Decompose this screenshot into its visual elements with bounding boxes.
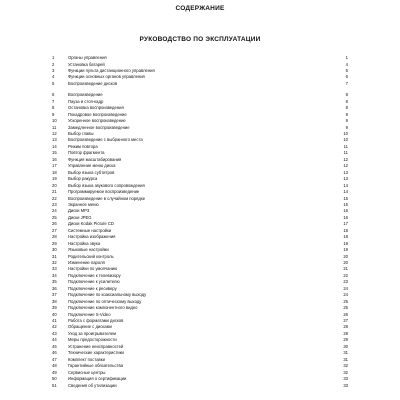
toc-item bbox=[0, 208, 400, 214]
toc-item-text: Повтор фрагмента bbox=[68, 150, 105, 156]
toc-item-number: 23 bbox=[52, 201, 57, 207]
toc-item bbox=[0, 105, 400, 111]
toc-item-page: 13 bbox=[343, 169, 348, 175]
toc-item-number: 41 bbox=[52, 318, 57, 323]
toc-item bbox=[0, 305, 400, 311]
toc-item-page: 32 bbox=[343, 363, 348, 369]
toc-item-text: Настройки по умолчанию bbox=[68, 266, 118, 272]
toc-item-text: Воспроизведение дисков bbox=[68, 80, 118, 86]
toc-item-number: 35 bbox=[52, 279, 57, 285]
toc-item-text: Устранение неисправностей bbox=[68, 343, 124, 349]
toc-item bbox=[0, 74, 400, 80]
toc-item-text: Управление меню диска bbox=[68, 163, 116, 169]
toc-item-text: Органы управления bbox=[68, 55, 107, 60]
toc-item-text: Языковые настройки bbox=[68, 247, 109, 253]
toc-item-number: 17 bbox=[52, 163, 57, 169]
toc-item bbox=[0, 215, 400, 221]
toc-item-text: Программируемое воспроизведение bbox=[68, 189, 140, 194]
toc-item-text: Установка батарей bbox=[68, 61, 105, 67]
toc-item bbox=[0, 125, 400, 131]
toc-item-number: 16 bbox=[52, 156, 57, 162]
toc-item bbox=[0, 370, 400, 376]
toc-item-text: Диски Kodak Picture CD bbox=[68, 221, 114, 227]
toc-item-page: 18 bbox=[343, 234, 348, 240]
toc-item bbox=[0, 163, 400, 169]
toc-item bbox=[0, 299, 400, 305]
toc-item-page: 12 bbox=[343, 156, 348, 162]
toc-item-page: 11 bbox=[343, 150, 348, 156]
toc-item-text: Работа с форматами дисков bbox=[68, 318, 124, 323]
toc-item-text: Подключение к телевизору bbox=[68, 272, 121, 278]
toc-item-text: Подключение S-Video bbox=[68, 311, 111, 317]
toc-item-text: Ускоренное воспроизведение bbox=[68, 118, 126, 124]
toc-item-page: 21 bbox=[343, 266, 348, 272]
toc-item-page: 25 bbox=[343, 298, 348, 304]
toc-item-text: Системные настройки bbox=[68, 227, 112, 233]
toc-item-page: 10 bbox=[343, 137, 348, 143]
toc-item bbox=[0, 376, 400, 382]
toc-item bbox=[0, 221, 400, 227]
toc-item-text: Выбор ракурса bbox=[68, 176, 98, 182]
toc-item-text: Сведения об утилизации bbox=[68, 382, 117, 388]
toc-item bbox=[0, 383, 400, 389]
toc-item-text: Пауза и стоп-кадр bbox=[68, 98, 104, 104]
toc-item-number: 21 bbox=[52, 189, 57, 194]
toc-item-page: 19 bbox=[343, 247, 348, 253]
toc-item-text: Покадровое воспроизведение bbox=[68, 111, 127, 117]
toc-item bbox=[0, 137, 400, 143]
toc-item-number: 19 bbox=[52, 176, 57, 182]
toc-item-text: Диски JPEG bbox=[68, 214, 92, 220]
toc-item bbox=[0, 183, 400, 189]
toc-item-page: 24 bbox=[343, 292, 348, 298]
toc-item bbox=[0, 176, 400, 182]
toc-item-number: 43 bbox=[52, 330, 57, 336]
toc-item-page: 9 bbox=[345, 111, 348, 117]
toc-item-text: Функции пульта дистанционного управления bbox=[68, 67, 155, 73]
toc-item bbox=[0, 292, 400, 298]
toc-item-text: Выбор главы bbox=[68, 130, 94, 136]
toc-item bbox=[0, 241, 400, 247]
toc-item-page: 20 bbox=[343, 253, 348, 259]
toc-item-text: Замедленное воспроизведение bbox=[68, 124, 130, 130]
toc-item bbox=[0, 157, 400, 163]
toc-item-number: 27 bbox=[52, 227, 57, 233]
toc-item-page: 15 bbox=[343, 195, 348, 201]
toc-item bbox=[0, 318, 400, 324]
toc-item-number: 18 bbox=[52, 169, 57, 175]
toc-item-text: Воспроизведение bbox=[68, 92, 103, 98]
toc-item bbox=[0, 344, 400, 350]
toc-item-text: Подключение по коаксиальному выходу bbox=[68, 292, 147, 298]
toc-item bbox=[0, 150, 400, 156]
toc-item-number: 4 bbox=[52, 74, 55, 80]
toc-item-page: 10 bbox=[343, 130, 348, 136]
toc-item-number: 33 bbox=[52, 266, 57, 272]
toc-item bbox=[0, 363, 400, 369]
toc-item bbox=[0, 92, 400, 98]
toc-item-number: 31 bbox=[52, 253, 57, 259]
toc-item-text: Меры предосторожности bbox=[68, 337, 117, 343]
toc-item-page: 8 bbox=[345, 92, 348, 98]
toc-item-page: 22 bbox=[343, 272, 348, 278]
toc-item bbox=[0, 324, 400, 330]
toc-item-page: 13 bbox=[343, 176, 348, 182]
toc-item-number: 30 bbox=[52, 247, 57, 253]
toc-item-number: 20 bbox=[52, 182, 57, 188]
toc-item bbox=[0, 279, 400, 285]
toc-item-text: Воспроизведение с выбранного места bbox=[68, 137, 143, 143]
toc-item-text: Комплект поставки bbox=[68, 356, 105, 362]
toc-item-text: Воспроизведение в случайном порядке bbox=[68, 195, 146, 201]
toc-item-number: 15 bbox=[52, 150, 57, 156]
toc-item-page: 24 bbox=[343, 285, 348, 291]
toc-item-page: 28 bbox=[343, 324, 348, 330]
toc-item bbox=[0, 312, 400, 318]
toc-item-page: 25 bbox=[343, 305, 348, 311]
toc-item-number: 50 bbox=[52, 376, 57, 382]
toc-item bbox=[0, 99, 400, 105]
toc-item-text: Подключение к усилителю bbox=[68, 279, 120, 285]
toc-item bbox=[0, 286, 400, 292]
toc-item bbox=[0, 266, 400, 272]
toc-item-page: 14 bbox=[343, 182, 348, 188]
toc-item-number: 1 bbox=[52, 55, 55, 60]
toc-item-page: 6 bbox=[345, 74, 348, 80]
toc-item-page: 18 bbox=[343, 227, 348, 233]
toc-item-number: 13 bbox=[52, 137, 57, 143]
toc-item-text: Настройка изображения bbox=[68, 234, 116, 240]
toc-item-text: Родительский контроль bbox=[68, 253, 114, 259]
toc-item-number: 9 bbox=[52, 111, 55, 117]
toc-item-text: Диски MP3 bbox=[68, 208, 90, 214]
document-title: СОДЕРЖАНИЕ bbox=[175, 5, 225, 12]
toc-item-number: 51 bbox=[52, 382, 57, 388]
toc-item-number: 38 bbox=[52, 298, 57, 304]
toc-item bbox=[0, 331, 400, 337]
toc-item-page: 16 bbox=[343, 214, 348, 220]
toc-item bbox=[0, 55, 400, 61]
toc-item bbox=[0, 62, 400, 68]
toc-item-page: 1 bbox=[345, 55, 348, 60]
toc-item-page: 33 bbox=[343, 382, 348, 388]
toc-item-number: 10 bbox=[52, 118, 57, 124]
toc-item-text: Режим повтора bbox=[68, 143, 98, 149]
toc-item-text: Уход за проигрывателем bbox=[68, 330, 117, 336]
toc-item-page: 31 bbox=[343, 356, 348, 362]
toc-item-number: 5 bbox=[52, 80, 55, 86]
toc-item-page: 12 bbox=[343, 163, 348, 169]
toc-item-page: 11 bbox=[343, 143, 348, 149]
toc-item-number: 45 bbox=[52, 343, 57, 349]
toc-item-page: 16 bbox=[343, 208, 348, 214]
toc-item bbox=[0, 337, 400, 343]
toc-item-page: 20 bbox=[343, 260, 348, 265]
toc-item-page: 27 bbox=[343, 318, 348, 323]
toc-item-text: Изменение пароля bbox=[68, 260, 105, 265]
toc-item-text: Подключение по оптическому выходу bbox=[68, 298, 142, 304]
toc-item bbox=[0, 81, 400, 87]
toc-item-text: Подключение к ресиверу bbox=[68, 285, 117, 291]
toc-item-text: Информация о сертификации bbox=[68, 376, 127, 382]
toc-item-number: 8 bbox=[52, 105, 55, 111]
toc-item-page: 26 bbox=[343, 311, 348, 317]
toc-item bbox=[0, 202, 400, 208]
toc-item bbox=[0, 68, 400, 74]
toc-item-number: 12 bbox=[52, 130, 57, 136]
toc-item-number: 28 bbox=[52, 234, 57, 240]
toc-item-number: 3 bbox=[52, 67, 55, 73]
toc-item-text: Функции основных органов управления bbox=[68, 74, 145, 80]
toc-item-page: 30 bbox=[343, 343, 348, 349]
toc-item-page: 8 bbox=[345, 98, 348, 104]
toc-item-number: 37 bbox=[52, 292, 57, 298]
toc-item bbox=[0, 131, 400, 137]
document-subtitle: РУКОВОДСТВО ПО ЭКСПЛУАТАЦИИ bbox=[139, 36, 261, 43]
toc-item-page: 9 bbox=[345, 118, 348, 124]
toc-item bbox=[0, 228, 400, 234]
toc-item-page: 33 bbox=[343, 376, 348, 382]
toc-item-text: Технические характеристики bbox=[68, 350, 124, 356]
toc-item-text: Гарантийные обязательства bbox=[68, 363, 124, 369]
toc-item-text: Выбор языка субтитров bbox=[68, 169, 115, 175]
toc-item-number: 39 bbox=[52, 305, 57, 311]
toc-item-number: 40 bbox=[52, 311, 57, 317]
toc-item bbox=[0, 357, 400, 363]
toc-item-page: 32 bbox=[343, 369, 348, 375]
toc-item-page: 19 bbox=[343, 240, 348, 246]
toc-item bbox=[0, 170, 400, 176]
toc-item-page: 29 bbox=[343, 337, 348, 343]
toc-item-text: Остановка воспроизведения bbox=[68, 105, 124, 111]
toc-item-text: Сервисные центры bbox=[68, 369, 106, 375]
toc-item-page: 5 bbox=[345, 67, 348, 73]
toc-item-page: 15 bbox=[343, 201, 348, 207]
toc-item-number: 2 bbox=[52, 61, 55, 67]
toc-item-number: 36 bbox=[52, 285, 57, 291]
toc-item-number: 34 bbox=[52, 272, 57, 278]
toc-item-number: 6 bbox=[52, 92, 55, 98]
toc-item bbox=[0, 234, 400, 240]
toc-item-page: 14 bbox=[343, 189, 348, 194]
toc-item-number: 29 bbox=[52, 240, 57, 246]
toc-item-page: 17 bbox=[343, 221, 348, 227]
toc-item-text: Выбор языка звукового сопровождения bbox=[68, 182, 145, 188]
toc-item bbox=[0, 273, 400, 279]
toc-item-text: Функция масштабирования bbox=[68, 156, 122, 162]
toc-item-number: 47 bbox=[52, 356, 57, 362]
toc-item-text: Подключение компонентного видео bbox=[68, 305, 138, 311]
toc-item-text: Обращение с дисками bbox=[68, 324, 112, 330]
toc-item-text: Настройка звука bbox=[68, 240, 101, 246]
toc-item-page: 9 bbox=[345, 124, 348, 130]
toc-item-number: 32 bbox=[52, 260, 57, 265]
toc-item-page: 4 bbox=[345, 61, 348, 67]
toc-item bbox=[0, 118, 400, 124]
toc-item-number: 14 bbox=[52, 143, 57, 149]
toc-item-number: 25 bbox=[52, 214, 57, 220]
toc-item-number: 49 bbox=[52, 369, 57, 375]
toc-item-page: 31 bbox=[343, 350, 348, 356]
toc-item-page: 8 bbox=[345, 105, 348, 111]
toc-item bbox=[0, 350, 400, 356]
toc-item bbox=[0, 112, 400, 118]
toc-item-number: 48 bbox=[52, 363, 57, 369]
toc-item bbox=[0, 260, 400, 266]
toc-item bbox=[0, 189, 400, 195]
toc-item bbox=[0, 247, 400, 253]
toc-item-number: 44 bbox=[52, 337, 57, 343]
toc-item-page: 7 bbox=[345, 80, 348, 86]
toc-item-page: 23 bbox=[343, 279, 348, 285]
toc-item-text: Экранное меню bbox=[68, 201, 99, 207]
toc-item bbox=[0, 254, 400, 260]
toc-item-number: 11 bbox=[52, 124, 57, 130]
toc-item-number: 42 bbox=[52, 324, 57, 330]
toc-item bbox=[0, 144, 400, 150]
toc-item bbox=[0, 196, 400, 202]
toc-item-page: 28 bbox=[343, 330, 348, 336]
toc-item-number: 24 bbox=[52, 208, 57, 214]
toc-item-number: 26 bbox=[52, 221, 57, 227]
toc-item-number: 22 bbox=[52, 195, 57, 201]
toc-item-number: 7 bbox=[52, 98, 55, 104]
toc-item-number: 46 bbox=[52, 350, 57, 356]
